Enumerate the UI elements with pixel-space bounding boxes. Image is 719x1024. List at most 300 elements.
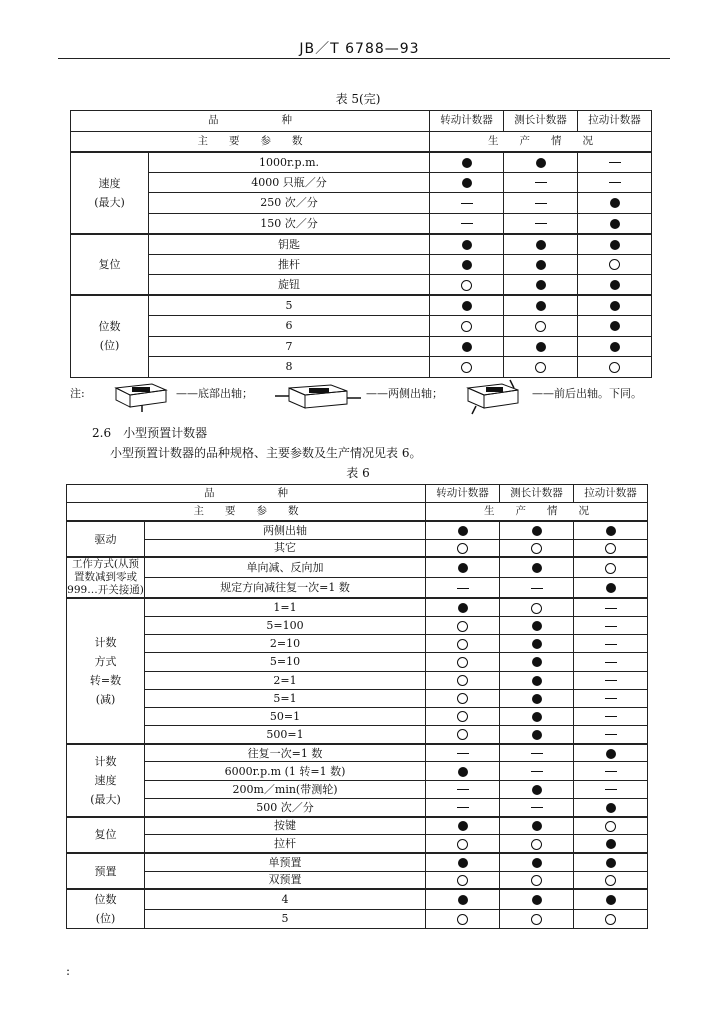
status-cell bbox=[430, 275, 504, 296]
group-label: 位数 (位) bbox=[71, 295, 149, 377]
group-label: 复位 bbox=[71, 234, 149, 296]
status-cell bbox=[426, 539, 500, 557]
status-cell bbox=[430, 152, 504, 173]
open-circle-icon bbox=[609, 362, 620, 373]
filled-circle-icon bbox=[536, 342, 546, 352]
filled-circle-icon bbox=[532, 621, 542, 631]
status-cell bbox=[500, 744, 574, 762]
filled-circle-icon bbox=[536, 240, 546, 250]
status-cell bbox=[430, 213, 504, 234]
table-row bbox=[67, 689, 648, 707]
status-cell bbox=[426, 689, 500, 707]
status-cell bbox=[500, 689, 574, 707]
filled-circle-icon bbox=[532, 730, 542, 740]
param-cell: 单向减、反向加 bbox=[145, 557, 426, 578]
dash-icon bbox=[605, 680, 617, 681]
status-cell bbox=[426, 671, 500, 689]
dash-icon bbox=[605, 771, 617, 772]
open-circle-icon bbox=[531, 839, 542, 850]
param-cell: 拉杆 bbox=[145, 835, 426, 853]
status-cell bbox=[504, 316, 578, 337]
status-cell bbox=[578, 254, 652, 275]
open-circle-icon bbox=[457, 657, 468, 668]
status-cell bbox=[426, 635, 500, 653]
filled-circle-icon bbox=[610, 240, 620, 250]
filled-circle-icon bbox=[606, 526, 616, 536]
status-cell bbox=[430, 172, 504, 193]
status-cell bbox=[426, 557, 500, 578]
param-cell: 200m／min(带测轮) bbox=[145, 780, 426, 798]
param-cell: 5=10 bbox=[145, 653, 426, 671]
open-circle-icon bbox=[457, 839, 468, 850]
status-cell bbox=[578, 336, 652, 357]
filled-circle-icon bbox=[606, 583, 616, 593]
bottom-shaft-counter-icon bbox=[110, 378, 172, 414]
table-row bbox=[67, 539, 648, 557]
status-cell bbox=[574, 853, 648, 871]
param-cell: 7 bbox=[149, 336, 430, 357]
status-cell bbox=[578, 213, 652, 234]
status-cell bbox=[426, 578, 500, 599]
page-header: JB／T 6788—93 bbox=[299, 41, 420, 57]
filled-circle-icon bbox=[606, 839, 616, 849]
table-row bbox=[67, 835, 648, 853]
open-circle-icon bbox=[535, 321, 546, 332]
variety-header: 品 种 bbox=[67, 485, 426, 503]
filled-circle-icon bbox=[458, 821, 468, 831]
filled-circle-icon bbox=[532, 694, 542, 704]
status-cell bbox=[430, 254, 504, 275]
status-cell bbox=[574, 817, 648, 835]
status-cell bbox=[426, 521, 500, 539]
status-cell bbox=[578, 316, 652, 337]
status-cell bbox=[500, 557, 574, 578]
table-row bbox=[71, 316, 652, 337]
status-cell bbox=[574, 521, 648, 539]
two-side-shaft-counter-icon bbox=[275, 378, 361, 412]
status-cell bbox=[574, 653, 648, 671]
param-cell: 钥匙 bbox=[149, 234, 430, 255]
filled-circle-icon bbox=[458, 895, 468, 905]
param-cell: 150 次／分 bbox=[149, 213, 430, 234]
status-cell bbox=[504, 295, 578, 316]
status-cell bbox=[500, 817, 574, 835]
status-cell bbox=[574, 578, 648, 599]
filled-circle-icon bbox=[462, 260, 472, 270]
table6-caption: 表 6 bbox=[346, 466, 370, 480]
status-cell bbox=[578, 275, 652, 296]
group-label: 预置 bbox=[67, 853, 145, 889]
status-cell bbox=[500, 798, 574, 816]
filled-circle-icon bbox=[532, 676, 542, 686]
param-cell: 2=10 bbox=[145, 635, 426, 653]
status-cell bbox=[426, 798, 500, 816]
status-cell bbox=[500, 653, 574, 671]
note-item-3: ——前后出轴。下同。 bbox=[532, 387, 642, 400]
filled-circle-icon bbox=[610, 219, 620, 229]
group-label: 工作方式(从预置数减到零或 999…开关接通) bbox=[67, 558, 144, 597]
filled-circle-icon bbox=[532, 858, 542, 868]
filled-circle-icon bbox=[462, 301, 472, 311]
open-circle-icon bbox=[457, 621, 468, 632]
table5 bbox=[70, 110, 652, 378]
dash-icon bbox=[457, 789, 469, 790]
filled-circle-icon bbox=[610, 342, 620, 352]
column-header: 转动计数器 bbox=[430, 111, 504, 132]
status-cell bbox=[504, 152, 578, 173]
open-circle-icon bbox=[605, 543, 616, 554]
table-row bbox=[67, 871, 648, 889]
filled-circle-icon bbox=[536, 280, 546, 290]
dash-icon bbox=[461, 203, 473, 204]
note-item-1: ——底部出轴； bbox=[176, 387, 253, 400]
dash-icon bbox=[605, 789, 617, 790]
status-cell bbox=[500, 635, 574, 653]
table-row bbox=[71, 357, 652, 378]
filled-circle-icon bbox=[462, 158, 472, 168]
table-row bbox=[67, 889, 648, 909]
status-cell bbox=[500, 835, 574, 853]
filled-circle-icon bbox=[606, 895, 616, 905]
status-cell bbox=[426, 707, 500, 725]
filled-circle-icon bbox=[532, 526, 542, 536]
open-circle-icon bbox=[457, 693, 468, 704]
status-cell bbox=[574, 744, 648, 762]
status-cell bbox=[426, 871, 500, 889]
filled-circle-icon bbox=[462, 178, 472, 188]
table-row bbox=[67, 635, 648, 653]
table-row bbox=[71, 213, 652, 234]
status-cell bbox=[574, 635, 648, 653]
status-cell bbox=[574, 726, 648, 744]
status-cell bbox=[500, 671, 574, 689]
status-cell bbox=[578, 172, 652, 193]
open-circle-icon bbox=[531, 603, 542, 614]
note-lead: 注: bbox=[70, 387, 85, 400]
status-cell bbox=[500, 539, 574, 557]
filled-circle-icon bbox=[532, 712, 542, 722]
group-label: 速度 (最大) bbox=[71, 152, 149, 234]
table-row bbox=[67, 598, 648, 616]
dash-icon bbox=[461, 223, 473, 224]
table-row bbox=[67, 762, 648, 780]
table-row bbox=[67, 780, 648, 798]
open-circle-icon bbox=[531, 543, 542, 554]
param-cell: 推杆 bbox=[149, 254, 430, 275]
filled-circle-icon bbox=[610, 280, 620, 290]
status-cell bbox=[426, 653, 500, 671]
table-row bbox=[67, 616, 648, 634]
filled-circle-icon bbox=[458, 603, 468, 613]
table-row bbox=[67, 671, 648, 689]
status-cell bbox=[504, 193, 578, 214]
table-row bbox=[67, 744, 648, 762]
dash-icon bbox=[457, 807, 469, 808]
column-header: 测长计数器 bbox=[500, 485, 574, 503]
param-cell: 按键 bbox=[145, 817, 426, 835]
table-row bbox=[71, 336, 652, 357]
status-cell bbox=[500, 578, 574, 599]
status-cell bbox=[578, 193, 652, 214]
param-cell: 单预置 bbox=[145, 853, 426, 871]
filled-circle-icon bbox=[606, 803, 616, 813]
table-row bbox=[67, 707, 648, 725]
open-circle-icon bbox=[605, 875, 616, 886]
status-cell bbox=[574, 598, 648, 616]
filled-circle-icon bbox=[606, 749, 616, 759]
status-cell bbox=[500, 616, 574, 634]
open-circle-icon bbox=[457, 543, 468, 554]
param-cell: 两侧出轴 bbox=[145, 521, 426, 539]
status-cell bbox=[426, 909, 500, 929]
param-cell: 5=100 bbox=[145, 616, 426, 634]
header-rule bbox=[58, 58, 670, 59]
filled-circle-icon bbox=[458, 563, 468, 573]
status-cell bbox=[578, 234, 652, 255]
status-cell bbox=[500, 909, 574, 929]
variety-header: 品 种 bbox=[71, 111, 430, 132]
dash-icon bbox=[605, 734, 617, 735]
table-row bbox=[71, 172, 652, 193]
status-cell bbox=[426, 889, 500, 909]
status-cell bbox=[426, 616, 500, 634]
status-cell bbox=[430, 336, 504, 357]
table-row bbox=[71, 275, 652, 296]
dash-icon bbox=[535, 223, 547, 224]
filled-circle-icon bbox=[610, 321, 620, 331]
status-cell bbox=[578, 295, 652, 316]
status-cell bbox=[426, 817, 500, 835]
open-circle-icon bbox=[457, 639, 468, 650]
param-cell: 5 bbox=[145, 909, 426, 929]
dash-icon bbox=[605, 716, 617, 717]
group-label: 计数 速度 (最大) bbox=[67, 744, 145, 817]
status-cell bbox=[574, 689, 648, 707]
param-cell: 2=1 bbox=[145, 671, 426, 689]
open-circle-icon bbox=[531, 875, 542, 886]
param-cell: 往复一次=1 数 bbox=[145, 744, 426, 762]
status-cell bbox=[426, 726, 500, 744]
open-circle-icon bbox=[457, 711, 468, 722]
table-row bbox=[67, 726, 648, 744]
status-cell bbox=[504, 275, 578, 296]
column-header: 拉动计数器 bbox=[574, 485, 648, 503]
status-cell bbox=[574, 780, 648, 798]
open-circle-icon bbox=[461, 321, 472, 332]
dash-icon bbox=[605, 662, 617, 663]
status-cell bbox=[426, 835, 500, 853]
dash-icon bbox=[609, 182, 621, 183]
filled-circle-icon bbox=[610, 301, 620, 311]
group-label: 驱动 bbox=[67, 521, 145, 557]
param-cell: 1000r.p.m. bbox=[149, 152, 430, 173]
filled-circle-icon bbox=[606, 858, 616, 868]
table5-caption: 表 5(完) bbox=[335, 92, 381, 106]
table-row bbox=[67, 557, 648, 578]
status-cell bbox=[430, 316, 504, 337]
param-cell: 500=1 bbox=[145, 726, 426, 744]
param-cell: 旋钮 bbox=[149, 275, 430, 296]
filled-circle-icon bbox=[532, 657, 542, 667]
filled-circle-icon bbox=[458, 526, 468, 536]
open-circle-icon bbox=[457, 729, 468, 740]
status-cell bbox=[574, 798, 648, 816]
param-cell: 8 bbox=[149, 357, 430, 378]
filled-circle-icon bbox=[462, 342, 472, 352]
param-cell: 250 次／分 bbox=[149, 193, 430, 214]
param-cell: 5=1 bbox=[145, 689, 426, 707]
filled-circle-icon bbox=[532, 821, 542, 831]
note-item-2: ——两侧出轴； bbox=[366, 387, 443, 400]
table-row bbox=[67, 798, 648, 816]
filled-circle-icon bbox=[532, 895, 542, 905]
status-cell bbox=[574, 671, 648, 689]
table-row bbox=[67, 578, 648, 599]
table-row bbox=[71, 234, 652, 255]
status-cell bbox=[504, 172, 578, 193]
filled-circle-icon bbox=[536, 260, 546, 270]
dash-icon bbox=[531, 753, 543, 754]
status-cell bbox=[500, 762, 574, 780]
front-back-shaft-counter-icon bbox=[462, 376, 526, 416]
param-cell: 500 次／分 bbox=[145, 798, 426, 816]
status-cell bbox=[504, 234, 578, 255]
param-cell: 6000r.p.m (1 转=1 数) bbox=[145, 762, 426, 780]
status-cell bbox=[574, 835, 648, 853]
dash-icon bbox=[457, 753, 469, 754]
status-cell bbox=[500, 889, 574, 909]
status-cell bbox=[430, 234, 504, 255]
param-cell: 规定方向减往复一次=1 数 bbox=[145, 578, 426, 599]
open-circle-icon bbox=[461, 280, 472, 291]
param-cell: 其它 bbox=[145, 539, 426, 557]
dash-icon bbox=[457, 588, 469, 589]
table6 bbox=[66, 484, 648, 929]
status-cell bbox=[500, 853, 574, 871]
filled-circle-icon bbox=[536, 158, 546, 168]
status-cell bbox=[574, 871, 648, 889]
status-header: 生 产 情 况 bbox=[430, 131, 652, 152]
open-circle-icon bbox=[609, 259, 620, 270]
dash-icon bbox=[531, 771, 543, 772]
filled-circle-icon bbox=[532, 563, 542, 573]
dash-icon bbox=[531, 807, 543, 808]
filled-circle-icon bbox=[532, 785, 542, 795]
table-row bbox=[71, 193, 652, 214]
corner-mark: : bbox=[66, 964, 71, 978]
open-circle-icon bbox=[535, 362, 546, 373]
status-cell bbox=[500, 780, 574, 798]
column-header: 测长计数器 bbox=[504, 111, 578, 132]
open-circle-icon bbox=[457, 675, 468, 686]
filled-circle-icon bbox=[458, 767, 468, 777]
dash-icon bbox=[605, 698, 617, 699]
table-row bbox=[67, 909, 648, 929]
status-cell bbox=[578, 357, 652, 378]
status-cell bbox=[500, 707, 574, 725]
status-cell bbox=[574, 762, 648, 780]
status-cell bbox=[574, 909, 648, 929]
table5-note bbox=[70, 376, 690, 416]
param-cell: 双预置 bbox=[145, 871, 426, 889]
status-cell bbox=[574, 539, 648, 557]
param-cell: 6 bbox=[149, 316, 430, 337]
status-cell bbox=[500, 871, 574, 889]
open-circle-icon bbox=[457, 914, 468, 925]
open-circle-icon bbox=[457, 875, 468, 886]
open-circle-icon bbox=[605, 563, 616, 574]
open-circle-icon bbox=[531, 914, 542, 925]
open-circle-icon bbox=[605, 914, 616, 925]
status-cell bbox=[500, 726, 574, 744]
group-label: 复位 bbox=[67, 817, 145, 853]
status-cell bbox=[426, 853, 500, 871]
status-cell bbox=[578, 152, 652, 173]
param-cell: 5 bbox=[149, 295, 430, 316]
status-cell bbox=[426, 762, 500, 780]
dash-icon bbox=[605, 626, 617, 627]
status-cell bbox=[426, 744, 500, 762]
params-header: 主 要 参 数 bbox=[71, 131, 430, 152]
status-cell bbox=[504, 357, 578, 378]
table-row bbox=[71, 152, 652, 173]
section-heading: 2.6 小型预置计数器 bbox=[92, 426, 208, 440]
open-circle-icon bbox=[605, 821, 616, 832]
status-cell bbox=[426, 780, 500, 798]
table-row bbox=[67, 653, 648, 671]
status-cell bbox=[430, 193, 504, 214]
filled-circle-icon bbox=[462, 240, 472, 250]
status-cell bbox=[500, 521, 574, 539]
status-cell bbox=[430, 357, 504, 378]
filled-circle-icon bbox=[536, 301, 546, 311]
status-cell bbox=[504, 336, 578, 357]
filled-circle-icon bbox=[458, 858, 468, 868]
table-row bbox=[71, 295, 652, 316]
group-label: 位数 (位) bbox=[67, 889, 145, 929]
column-header: 转动计数器 bbox=[426, 485, 500, 503]
dash-icon bbox=[535, 182, 547, 183]
section-body: 小型预置计数器的品种规格、主要参数及生产情况见表 6。 bbox=[110, 446, 422, 460]
param-cell: 4000 只瓶／分 bbox=[149, 172, 430, 193]
table-row bbox=[67, 853, 648, 871]
status-cell bbox=[430, 295, 504, 316]
filled-circle-icon bbox=[610, 198, 620, 208]
group-label: 计数 方式 转=数 (减) bbox=[67, 598, 145, 744]
param-cell: 4 bbox=[145, 889, 426, 909]
status-cell bbox=[574, 557, 648, 578]
dash-icon bbox=[605, 644, 617, 645]
column-header: 拉动计数器 bbox=[578, 111, 652, 132]
table-row bbox=[67, 521, 648, 539]
dash-icon bbox=[535, 203, 547, 204]
param-cell: 50=1 bbox=[145, 707, 426, 725]
dash-icon bbox=[609, 162, 621, 163]
dash-icon bbox=[605, 608, 617, 609]
status-cell bbox=[574, 707, 648, 725]
params-header: 主 要 参 数 bbox=[67, 503, 426, 521]
status-cell bbox=[574, 616, 648, 634]
table-row bbox=[71, 254, 652, 275]
status-header: 生 产 情 况 bbox=[426, 503, 648, 521]
dash-icon bbox=[531, 588, 543, 589]
status-cell bbox=[426, 598, 500, 616]
open-circle-icon bbox=[461, 362, 472, 373]
table-row bbox=[67, 817, 648, 835]
param-cell: 1=1 bbox=[145, 598, 426, 616]
filled-circle-icon bbox=[532, 639, 542, 649]
status-cell bbox=[504, 254, 578, 275]
